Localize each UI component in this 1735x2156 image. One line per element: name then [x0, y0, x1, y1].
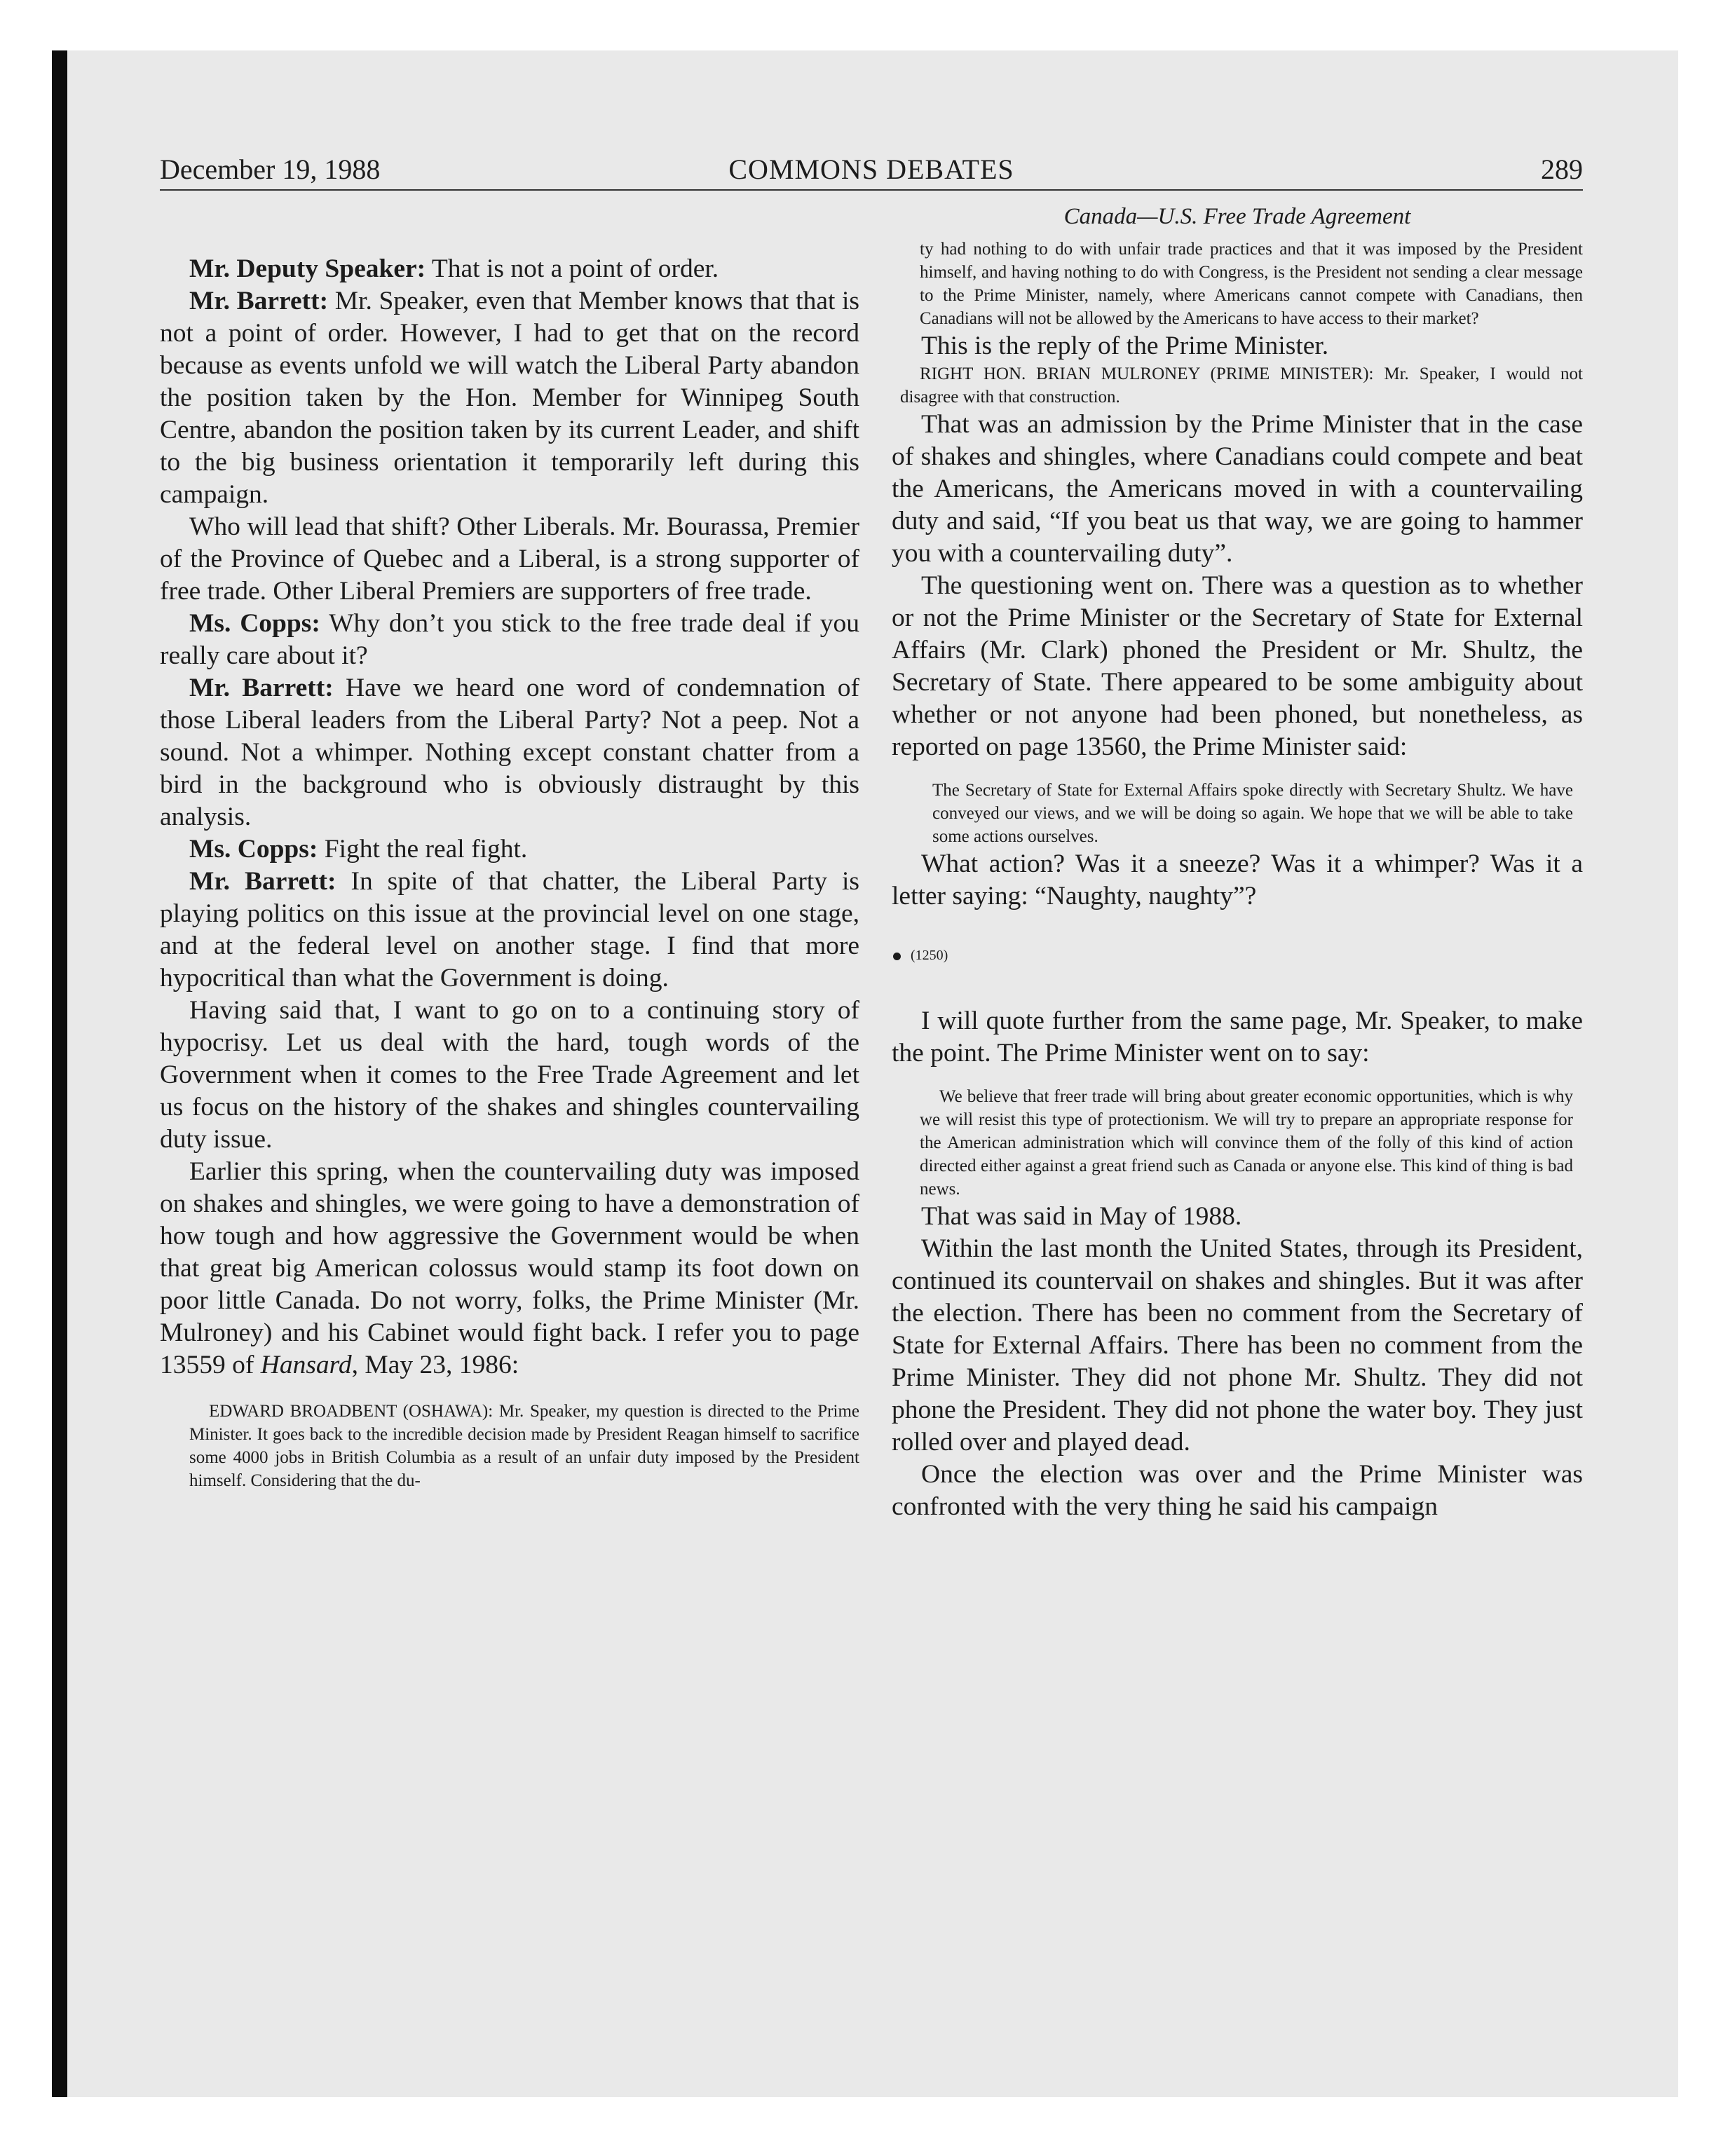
header-page-number: 289 — [1541, 153, 1583, 185]
quote-text: We believe that freer trade will bring about greater economic opportunities, which is why we will resist this type of protectionism. We will try to prepare an appropriate response for the American administration which will convince them of the folly of this kind of action directed either against a great friend such as Canada or anyone else. This kind of thing is bad news. — [920, 1087, 1573, 1199]
quote-text: EDWARD BROADBENT (OSHAWA): Mr. Speaker, my question is directed to the Prime Minister. It goes back to the incredible decision made by President Reagan himself to sacrifice some 4000 jobs in British Columbia as a result of an unfair duty imposed by the President himself. Considering that the du- — [189, 1402, 859, 1490]
quote-text: The Secretary of State for External Affairs spoke directly with Secretary Shultz. We have conveyed our views, and we will be doing so again. We hope that we will be able to take some actions ourselves. — [932, 781, 1573, 846]
quote-freer-trade-block — [892, 1085, 1583, 1201]
header-title: COMMONS DEBATES — [728, 153, 1014, 185]
hansard-title: Hansard — [260, 1351, 352, 1379]
paragraph-questioning: The questioning went on. There was a question as to whether or not the Prime Minister or the Secretary of State for External Affairs (Mr. Clark) phoned the President or Mr. Shultz, the Secretary of State. There appeared to be some ambiguity about whether or not anyone had been phoned, but nonetheless, as reported on page 13560, the Prime Minister said: — [892, 571, 1583, 761]
quote-secretary-block — [892, 779, 1583, 848]
speech-text: , May 23, 1986: — [351, 1351, 519, 1379]
right-column — [892, 200, 1583, 1523]
speech-text: Having said that, I want to go on to a continuing story of hypocrisy. Let us deal with the hard, tough words of the Government when it comes to the Free Trade Agreement and let us focus on the history of the shakes and shingles countervailing duty issue. — [160, 996, 859, 1154]
time-marker — [892, 945, 1583, 966]
speaker-name: Mr. Barrett: — [189, 674, 334, 702]
paragraph-earlier-spring — [160, 1156, 859, 1381]
speaker-name: Mr. Barrett: — [189, 287, 329, 315]
paragraph-copps-2 — [160, 833, 859, 866]
paragraph-deputy-speaker — [160, 253, 859, 285]
paragraph-admission: That was an admission by the Prime Minister that in the case of shakes and shingles, where Canadians could compete and beat the Americans, the Americans moved in with a countervailing duty and said, “If you beat us that way, we are going to hammer you with a countervailing duty”. — [892, 410, 1583, 568]
running-subtitle: Canada—U.S. Free Trade Agreement — [1063, 204, 1411, 229]
paragraph-barrett-1 — [160, 285, 859, 511]
bullet-icon — [893, 953, 901, 960]
left-column — [160, 200, 859, 1492]
speech-text: Why don’t you stick to the free trade deal if you really care about it? — [160, 609, 859, 670]
paragraph-copps-1 — [160, 608, 859, 672]
speaker-name: Ms. Copps: — [189, 835, 318, 864]
speech-text: Mr. Speaker, even that Member knows that that is not a point of order. However, I had to get that on the record because as events unfold we will watch the Liberal Party abandon the position taken by the Hon. Member for Winnipeg South Centre, abandon the position taken by its current Leader, and shift to the big business orientation it temporarily left during this campaign. — [160, 287, 860, 509]
paragraph-within-month: Within the last month the United States, through its President, continued its countervail on shakes and shingles. But it was after the election. There has been no comment from the Secretary of State for External Affairs. There has been no comment from the Prime Minister. They did not phone Mr. Shultz. They did not phone the President. They did not phone the water boy. They just rolled over and played dead. — [892, 1234, 1583, 1456]
speaker-name: Mr. Deputy Speaker: — [189, 254, 426, 283]
paragraph-barrett-3 — [160, 866, 859, 995]
quote-broadbent-continued: ty had nothing to do with unfair trade practices and that it was imposed by the President himself, and having nothing to do with Congress, is the President not sending a clear message to the Prime Minister, namely, where Americans cannot compete with Canadians, then Canadians will not be allowed by the Americans to have access to their market? — [920, 240, 1583, 328]
header-date: December 19, 1988 — [160, 153, 381, 185]
paragraph-barrett-2 — [160, 672, 859, 833]
speaker-name: Mr. Barrett: — [189, 867, 336, 896]
quote-mulroney: RIGHT HON. BRIAN MULRONEY (PRIME MINISTER): Mr. Speaker, I would not disagree with that construction. — [900, 364, 1583, 407]
speech-text: Earlier this spring, when the countervailing duty was imposed on shakes and shingles, we were going to have a demonstration of how tough and how aggressive the Government would be when that great big American colossus would stamp its foot down on poor little Canada. Do not worry, folks, the Prime Minister (Mr. Mulroney) and his Cabinet would fight back. I refer you to page 13559 of — [160, 1157, 859, 1379]
paragraph-quote-further: I will quote further from the same page, Mr. Speaker, to make the point. The Prime Minister went on to say: — [892, 1007, 1583, 1067]
speaker-name: Ms. Copps: — [189, 609, 320, 638]
speech-text: Who will lead that shift? Other Liberals. Mr. Bourassa, Premier of the Province of Quebec and a Liberal, is a strong supporter of free trade. Other Liberal Premiers are supporters of free trade. — [160, 512, 859, 606]
speech-text: Fight the real fight. — [324, 835, 528, 864]
binding-edge — [52, 50, 67, 2097]
header-rule — [160, 189, 1583, 191]
page-header — [160, 149, 1583, 191]
paragraph-reply-intro: This is the reply of the Prime Minister. — [921, 332, 1329, 360]
quote-broadbent — [160, 1400, 859, 1492]
paragraph-hypocrisy — [160, 995, 859, 1156]
speech-text: In spite of that chatter, the Liberal Party is playing politics on this issue at the provincial level on one stage, and at the federal level on another stage. I find that more hypocritical than what the Government is doing. — [160, 867, 860, 992]
paragraph-once-election: Once the election was over and the Prime Minister was confronted with the very thing he said his campaign — [892, 1460, 1583, 1521]
paragraph-may-1988: That was said in May of 1988. — [921, 1202, 1242, 1231]
speech-text: Have we heard one word of condemnation of those Liberal leaders from the Liberal Party? Not a peep. Not a sound. Not a whimper. Nothing except constant chatter from a bird in the background who is obviously distraught by this analysis. — [160, 674, 860, 831]
paragraph-what-action: What action? Was it a sneeze? Was it a whimper? Was it a letter saying: “Naughty, naughty”? — [892, 850, 1583, 910]
speech-text: That is not a point of order. — [431, 254, 719, 283]
time-marker-text: (1250) — [911, 948, 948, 963]
paragraph-who-will-lead — [160, 511, 859, 608]
